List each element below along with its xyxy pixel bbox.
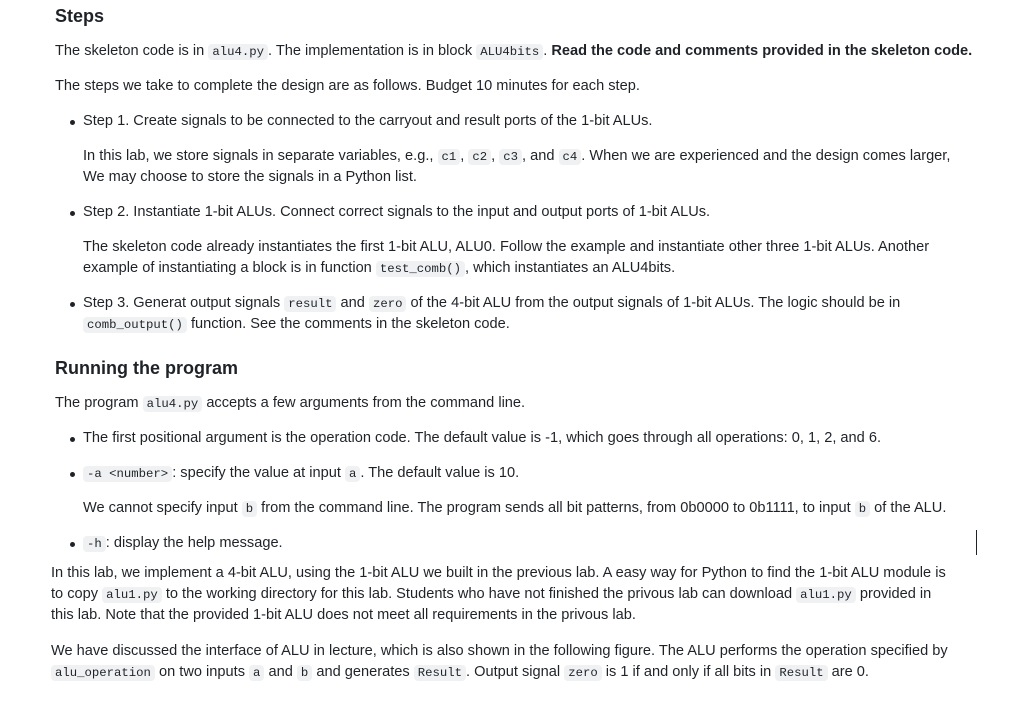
inline-code: Result (775, 665, 827, 681)
inline-code: b (242, 501, 257, 517)
inline-code: c4 (559, 149, 582, 165)
intro-line2: to copy alu1.py to the working directory for this lab. Students who have not finished the privous lab can download alu1.py provided in (51, 586, 932, 602)
inline-code: -a <number> (83, 466, 172, 482)
bullet-icon (70, 120, 75, 125)
bullet-icon (70, 437, 75, 442)
interface-line2: alu_operation on two inputs a and b and generates Result . Output signal zero is 1 if and only if all bits in Result are 0. (51, 662, 869, 684)
inline-code: zero (564, 665, 602, 681)
step3-line1: Step 3. Generat output signals result and zero of the 4-bit ALU from the output signals of 1-bit ALUs. The logic should be in (83, 295, 901, 311)
program-paragraph: The program alu4.py accepts a few arguments from the command line. (55, 395, 526, 411)
inline-code: b (297, 665, 312, 681)
skeleton-paragraph: The skeleton code is in alu4.py . The implementation is in block ALU4bits . Read the code and comments provided in the skeleton code. (55, 43, 973, 59)
inline-code: test_comb() (376, 261, 465, 277)
inline-code: alu4.py (143, 396, 203, 412)
inline-code: result (284, 296, 336, 312)
arg2-detail: We cannot specify input b from the command line. The program sends all bit patterns, from 0b0000 to 0b1111, to input b of the ALU. (83, 500, 947, 516)
inline-code: alu_operation (51, 665, 155, 681)
inline-code: comb_output() (83, 317, 187, 333)
inline-code: c3 (499, 149, 522, 165)
inline-code: c2 (468, 149, 491, 165)
inline-code: alu4.py (208, 44, 268, 60)
inline-code: Result (414, 665, 466, 681)
step1-detail-line2: We may choose to store the signals in a Python list. (83, 169, 417, 185)
step2-text: Step 2. Instantiate 1-bit ALUs. Connect correct signals to the input and output ports of 1-bit ALUs. (83, 204, 711, 220)
step1-text: Step 1. Create signals to be connected to the carryout and result ports of the 1-bit ALUs. (83, 113, 653, 129)
step2-detail-line1: The skeleton code already instantiates the first 1-bit ALU, ALU0. Follow the example and instantiate other three 1-bit ALUs. Another (83, 239, 930, 255)
interface-line1: We have discussed the interface of ALU in lecture, which is also shown in the following figure. The ALU performs the operation specified by (51, 643, 948, 659)
intro-line1: In this lab, we implement a 4-bit ALU, using the 1-bit ALU we built in the previous lab. A easy way for Python to find the 1-bit ALU module is (51, 565, 946, 581)
running-heading: Running the program (55, 358, 238, 378)
arg2-text: -a <number> : specify the value at input a . The default value is 10. (83, 463, 519, 485)
bullet-icon (70, 542, 75, 547)
inline-code: alu1.py (102, 587, 162, 603)
inline-code: a (249, 665, 264, 681)
bold-instruction: Read the code and comments provided in the skeleton code. (551, 43, 973, 59)
step1-detail-line1: In this lab, we store signals in separate variables, e.g., c1 , c2 , c3 , and c4 . When we are experienced and the design comes larger, (83, 148, 951, 164)
step2-detail-line2: example of instantiating a block is in function test_comb() , which instantiates an ALU4bits. (83, 260, 676, 276)
step3-line2: comb_output() function. See the comments in the skeleton code. (83, 314, 510, 336)
text-cursor (976, 530, 977, 555)
inline-code: b (855, 501, 870, 517)
inline-code: c1 (438, 149, 461, 165)
bullet-icon (70, 302, 75, 307)
arg1-text: The first positional argument is the operation code. The default value is -1, which goes through all operations: 0, 1, 2, and 6. (83, 430, 882, 446)
inline-code: -h (83, 536, 106, 552)
inline-code: alu1.py (796, 587, 856, 603)
inline-code: a (345, 466, 360, 482)
inline-code: ALU4bits (476, 44, 543, 60)
bullet-icon (70, 211, 75, 216)
inline-code: zero (369, 296, 407, 312)
arg3-text: -h : display the help message. (83, 533, 283, 555)
steps-heading: Steps (55, 6, 105, 26)
intro-line3: this lab. Note that the provided 1-bit ALU does not meet all requirements in the privous lab. (51, 607, 636, 623)
steps-intro: The steps we take to complete the design are as follows. Budget 10 minutes for each step. (55, 78, 640, 94)
bullet-icon (70, 472, 75, 477)
